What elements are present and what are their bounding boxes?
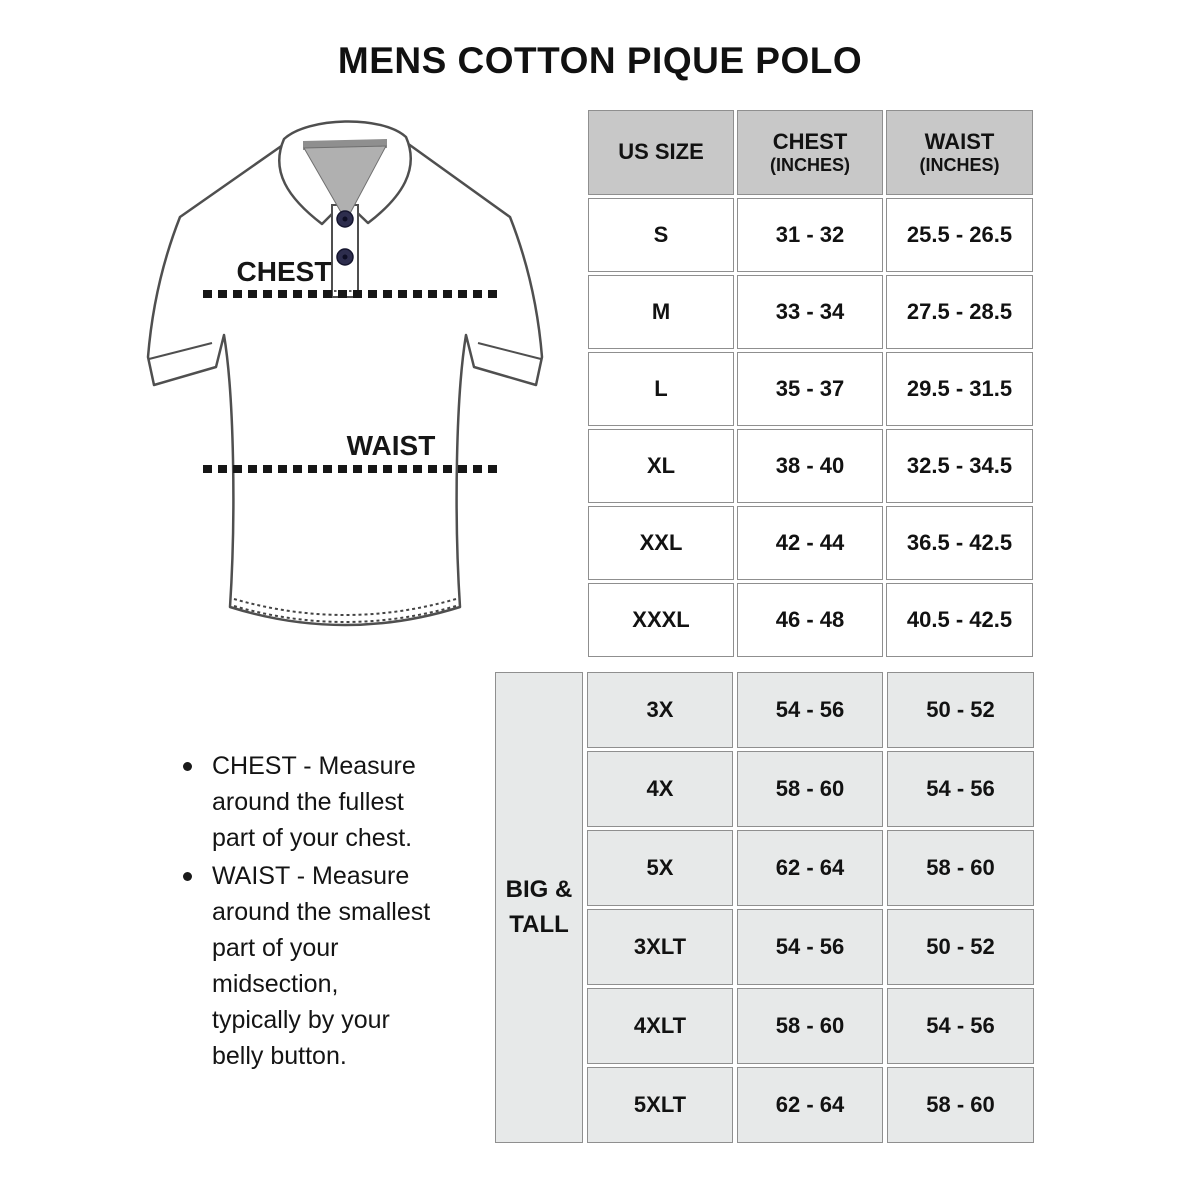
header-title: WAIST [924, 128, 995, 154]
size-cell: S [588, 198, 734, 272]
chest-label: CHEST [236, 256, 332, 287]
header-title: US SIZE [618, 139, 704, 165]
waist-cell: 27.5 - 28.5 [886, 275, 1033, 349]
big-tall-label [495, 672, 583, 1143]
size-cell: 4X [587, 751, 733, 827]
header-title: CHEST [772, 128, 848, 154]
size-cell: XL [588, 429, 734, 503]
waist-cell: 32.5 - 34.5 [886, 429, 1033, 503]
chest-cell: 38 - 40 [737, 429, 883, 503]
waist-cell: 25.5 - 26.5 [886, 198, 1033, 272]
waist-cell: 54 - 56 [887, 751, 1034, 827]
header-subtitle: (INCHES) [770, 154, 850, 175]
measuring-notes [183, 748, 503, 1076]
chest-cell: 33 - 34 [737, 275, 883, 349]
size-cell: 5X [587, 830, 733, 906]
big-tall-line: BIG & [505, 875, 573, 903]
waist-cell: 58 - 60 [887, 1067, 1034, 1143]
bullet-dot [183, 762, 192, 771]
waist-cell: 50 - 52 [887, 909, 1034, 985]
chest-cell: 58 - 60 [737, 988, 883, 1064]
chest-cell: 46 - 48 [737, 583, 883, 657]
note-text: CHEST - Measure around the fullest part of your chest. [212, 752, 416, 852]
column-header-chest [737, 110, 883, 195]
size-cell: 5XLT [587, 1067, 733, 1143]
column-header-waist [886, 110, 1033, 195]
chest-cell: 62 - 64 [737, 1067, 883, 1143]
page-title: MENS COTTON PIQUE POLO [337, 40, 863, 81]
waist-cell: 36.5 - 42.5 [886, 506, 1033, 580]
bullet-dot [183, 872, 192, 881]
size-table-big-tall [495, 672, 1034, 1143]
chest-cell: 35 - 37 [737, 352, 883, 426]
note-text: WAIST - Measure around the smallest part of your midsection, typically by your belly button. [212, 862, 431, 1070]
size-cell: 4XLT [587, 988, 733, 1064]
buttonhole [343, 217, 348, 222]
chest-cell: 54 - 56 [737, 672, 883, 748]
waist-cell: 58 - 60 [887, 830, 1034, 906]
column-header-us-size [588, 110, 734, 195]
chest-cell: 54 - 56 [737, 909, 883, 985]
note-waist [183, 858, 503, 1074]
size-cell: XXXL [588, 583, 734, 657]
waist-cell: 50 - 52 [887, 672, 1034, 748]
polo-shirt-illustration [118, 95, 573, 655]
chest-cell: 58 - 60 [737, 751, 883, 827]
size-cell: M [588, 275, 734, 349]
chest-cell: 42 - 44 [737, 506, 883, 580]
big-tall-line: TALL [509, 910, 569, 938]
size-cell: 3X [587, 672, 733, 748]
note-chest [183, 748, 503, 856]
size-table-regular [588, 110, 1033, 657]
waist-cell: 40.5 - 42.5 [886, 583, 1033, 657]
size-cell: L [588, 352, 734, 426]
waist-cell: 54 - 56 [887, 988, 1034, 1064]
chest-cell: 62 - 64 [737, 830, 883, 906]
header-subtitle: (INCHES) [919, 154, 1000, 175]
buttonhole [343, 255, 348, 260]
waist-cell: 29.5 - 31.5 [886, 352, 1033, 426]
waist-label: WAIST [346, 430, 436, 461]
size-cell: XXL [588, 506, 734, 580]
chest-cell: 31 - 32 [737, 198, 883, 272]
size-cell: 3XLT [587, 909, 733, 985]
